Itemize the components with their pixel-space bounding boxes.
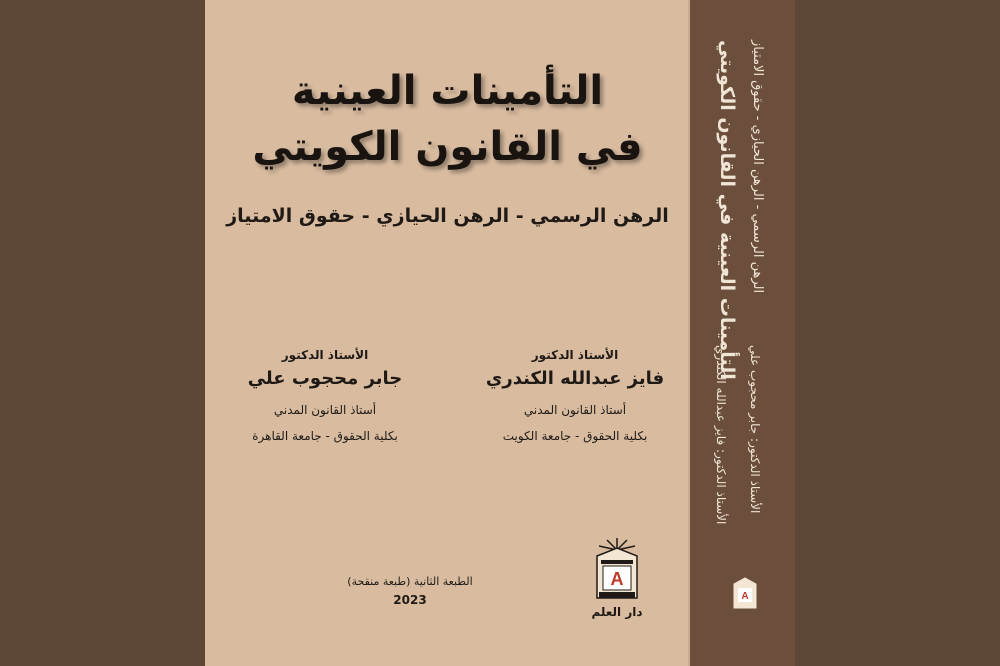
right-background-band [795, 0, 1000, 666]
publisher-logo-icon [587, 536, 647, 606]
spine-author1: الأستاذ الدكتور: فايز عبدالله الكندري [714, 345, 728, 525]
author2-affiliation: بكلية الحقوق - جامعة القاهرة [252, 429, 398, 443]
book-spine [690, 0, 795, 666]
author2-title: الأستاذ الدكتور [281, 348, 369, 362]
cover-title-line1: التأمينات العينية [291, 68, 604, 114]
author2-name: جابر محجوب علي [247, 368, 403, 389]
publisher-name: دار العلم [591, 605, 643, 619]
author1-affiliation: بكلية الحقوق - جامعة الكويت [502, 429, 648, 443]
spine-title: التأمينات العينية في القانون الكويتي [716, 40, 738, 380]
publisher-logo-letter: A [610, 569, 624, 589]
cover-subtitle: الرهن الرسمي - الرهن الحيازي - حقوق الامتياز [226, 205, 669, 227]
author2-role: أستاذ القانون المدني [273, 403, 377, 417]
spine-author2: الأستاذ الدكتور: جابر محجوب علي [748, 345, 762, 514]
author-block-2 [220, 348, 430, 443]
book-front-cover [205, 0, 690, 666]
author1-title: الأستاذ الدكتور [531, 348, 619, 362]
spine-subtitle: الرهن الرسمي - الرهن الحيازي - حقوق الامتياز [750, 40, 765, 294]
author1-role: أستاذ القانون المدني [523, 403, 627, 417]
author-block-1 [470, 348, 680, 443]
cover-title-line2: في القانون الكويتي [252, 124, 643, 170]
edition-label: الطبعة الثانية (طبعة منقحة) [347, 575, 473, 588]
spine-publisher-logo-icon [730, 574, 760, 612]
edition-year: 2023 [393, 593, 427, 607]
author1-name: فايز عبدالله الكندري [485, 368, 665, 389]
spine-logo-letter: A [741, 591, 749, 602]
left-background-band [0, 0, 205, 666]
